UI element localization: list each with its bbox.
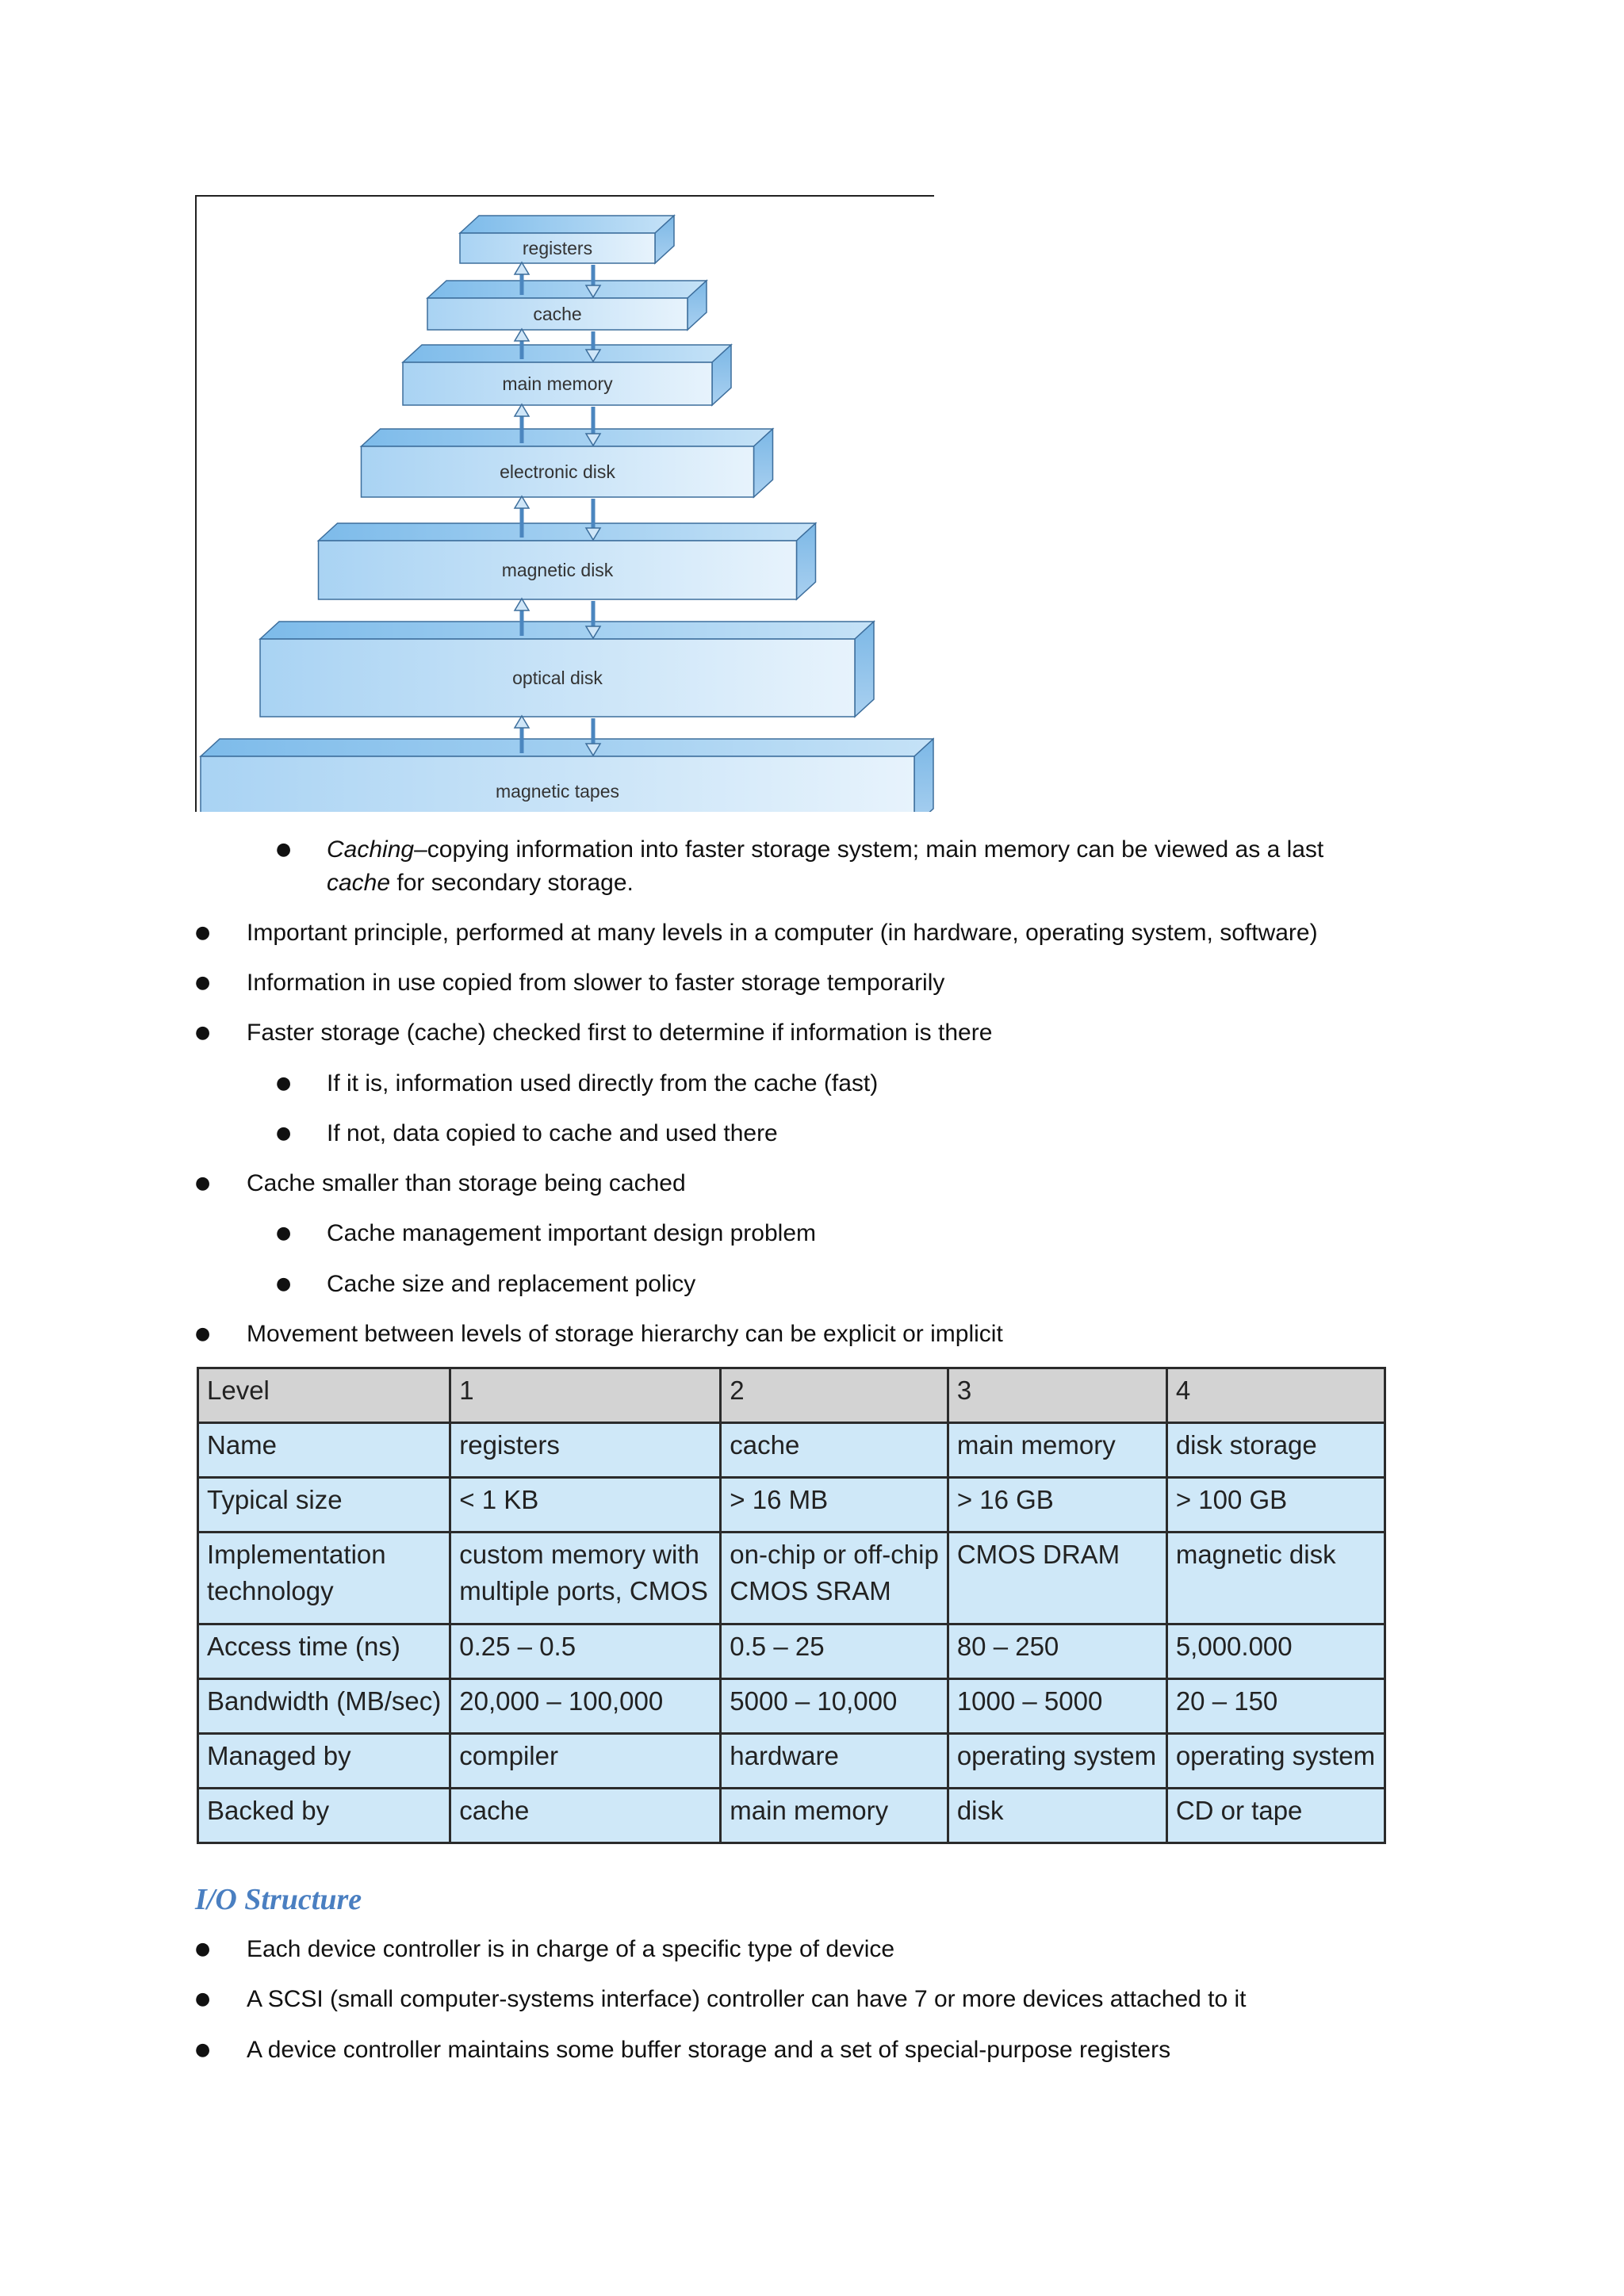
bullet-icon: ● bbox=[276, 1223, 292, 1243]
table-cell: custom memory with multiple ports, CMOS bbox=[450, 1533, 721, 1624]
bullet-information-in-use: Information in use copied from slower to faster storage temporarily bbox=[247, 970, 945, 996]
table-row-label: Bandwidth (MB/sec) bbox=[198, 1679, 450, 1734]
bullet-icon: ● bbox=[195, 923, 211, 943]
table-row-label: Managed by bbox=[198, 1734, 450, 1789]
storage-levels-table bbox=[197, 1367, 1386, 1844]
table-cell: 4 bbox=[1166, 1368, 1385, 1423]
bullet-if-it-is: If it is, information used directly from the cache (fast) bbox=[327, 1070, 879, 1096]
hierarchy-layer-label: magnetic tapes bbox=[496, 781, 619, 802]
bullet-cache-management: Cache management important design problem bbox=[327, 1220, 817, 1246]
bullet-icon: ● bbox=[195, 973, 211, 993]
table-row-label: Level bbox=[198, 1368, 450, 1423]
table-row-label: Implementation technology bbox=[198, 1533, 450, 1624]
hierarchy-layer-label: magnetic disk bbox=[501, 560, 614, 580]
storage-hierarchy-figure bbox=[195, 195, 934, 812]
table-cell: 20,000 – 100,000 bbox=[450, 1679, 721, 1734]
hierarchy-layer bbox=[403, 345, 731, 405]
hierarchy-layer bbox=[201, 739, 933, 812]
bullet-if-not: If not, data copied to cache and used there bbox=[327, 1120, 778, 1146]
bullet-icon: ● bbox=[195, 1939, 211, 1959]
bullet-icon: ● bbox=[276, 1073, 292, 1093]
table-row-label: Backed by bbox=[198, 1789, 450, 1843]
bullet-important-principle: Important principle, performed at many levels in a computer (in hardware, operating system, software) bbox=[247, 920, 1318, 946]
table-cell: cache bbox=[450, 1789, 721, 1843]
table-cell: 5000 – 10,000 bbox=[721, 1679, 948, 1734]
caching-bullet-line1 bbox=[327, 833, 1323, 867]
table-cell: CMOS DRAM bbox=[948, 1533, 1166, 1624]
table-row bbox=[198, 1789, 1385, 1843]
table-cell: magnetic disk bbox=[1166, 1533, 1385, 1624]
table-cell: 0.5 – 25 bbox=[721, 1624, 948, 1679]
table-row bbox=[198, 1423, 1385, 1478]
table-cell: 3 bbox=[948, 1368, 1166, 1423]
table-cell: 1 bbox=[450, 1368, 721, 1423]
bullet-device-controller: Each device controller is in charge of a specific type of device bbox=[247, 1936, 895, 1962]
table-cell: main memory bbox=[721, 1789, 948, 1843]
bullet-movement-between-levels: Movement between levels of storage hierarchy can be explicit or implicit bbox=[247, 1321, 1003, 1347]
hierarchy-layer-label: cache bbox=[533, 304, 582, 324]
table-cell: < 1 KB bbox=[450, 1478, 721, 1533]
table-row bbox=[198, 1624, 1385, 1679]
table-cell: 80 – 250 bbox=[948, 1624, 1166, 1679]
bullet-buffer-storage: A device controller maintains some buffer storage and a set of special-purpose registers bbox=[247, 2037, 1171, 2063]
table-row-label: Typical size bbox=[198, 1478, 450, 1533]
table-cell: hardware bbox=[721, 1734, 948, 1789]
hierarchy-layer bbox=[427, 281, 707, 330]
hierarchy-layer bbox=[260, 622, 874, 717]
table-row bbox=[198, 1533, 1385, 1624]
bullet-icon: ● bbox=[195, 1989, 211, 2009]
table-cell: disk bbox=[948, 1789, 1166, 1843]
table-cell: 0.25 – 0.5 bbox=[450, 1624, 721, 1679]
hierarchy-layer-label: registers bbox=[522, 238, 593, 258]
table-cell: registers bbox=[450, 1423, 721, 1478]
caching-term: Caching bbox=[327, 836, 415, 863]
storage-hierarchy-svg bbox=[197, 197, 934, 812]
bullet-icon: ● bbox=[195, 1023, 211, 1043]
table-cell: 1000 – 5000 bbox=[948, 1679, 1166, 1734]
table-cell: operating system bbox=[1166, 1734, 1385, 1789]
caching-definition: –copying information into faster storage system; main memory can be viewed as a last bbox=[414, 836, 1324, 863]
bullet-cache-size: Cache size and replacement policy bbox=[327, 1271, 696, 1297]
table-row-label: Access time (ns) bbox=[198, 1624, 450, 1679]
table-cell: > 16 MB bbox=[721, 1478, 948, 1533]
table-cell: cache bbox=[721, 1423, 948, 1478]
hierarchy-layer bbox=[319, 523, 816, 599]
bullet-faster-storage: Faster storage (cache) checked first to determine if information is there bbox=[247, 1020, 993, 1046]
hierarchy-layer bbox=[460, 216, 674, 263]
table-cell: > 100 GB bbox=[1166, 1478, 1385, 1533]
bullet-icon: ● bbox=[276, 1123, 292, 1143]
bullet-icon: ● bbox=[276, 840, 292, 859]
hierarchy-layer-label: main memory bbox=[502, 373, 613, 394]
io-structure-heading: I/O Structure bbox=[195, 1883, 362, 1916]
hierarchy-layer-label: optical disk bbox=[512, 668, 603, 688]
hierarchy-layer bbox=[362, 429, 773, 497]
bullet-icon: ● bbox=[195, 1173, 211, 1193]
caching-definition-end: for secondary storage. bbox=[390, 870, 634, 896]
bullet-scsi-controller: A SCSI (small computer-systems interface) controller can have 7 or more devices attached to it bbox=[247, 1986, 1247, 2012]
table-cell: 20 – 150 bbox=[1166, 1679, 1385, 1734]
table-row bbox=[198, 1734, 1385, 1789]
hierarchy-layer-label: electronic disk bbox=[500, 461, 615, 482]
bullet-icon: ● bbox=[276, 1274, 292, 1294]
table-row-label: Name bbox=[198, 1423, 450, 1478]
table-row bbox=[198, 1679, 1385, 1734]
table-cell: 5,000.000 bbox=[1166, 1624, 1385, 1679]
cache-term: cache bbox=[327, 870, 391, 896]
table-cell: > 16 GB bbox=[948, 1478, 1166, 1533]
table-cell: on-chip or off-chip CMOS SRAM bbox=[721, 1533, 948, 1624]
table-cell: CD or tape bbox=[1166, 1789, 1385, 1843]
table-cell: disk storage bbox=[1166, 1423, 1385, 1478]
table-header-row bbox=[198, 1368, 1385, 1423]
table-cell: 2 bbox=[721, 1368, 948, 1423]
table-row bbox=[198, 1478, 1385, 1533]
caching-bullet-line2 bbox=[327, 867, 634, 900]
table-cell: compiler bbox=[450, 1734, 721, 1789]
table-cell: operating system bbox=[948, 1734, 1166, 1789]
table-cell: main memory bbox=[948, 1423, 1166, 1478]
bullet-cache-smaller: Cache smaller than storage being cached bbox=[247, 1170, 686, 1196]
bullet-icon: ● bbox=[195, 1324, 211, 1344]
bullet-icon: ● bbox=[195, 2040, 211, 2060]
